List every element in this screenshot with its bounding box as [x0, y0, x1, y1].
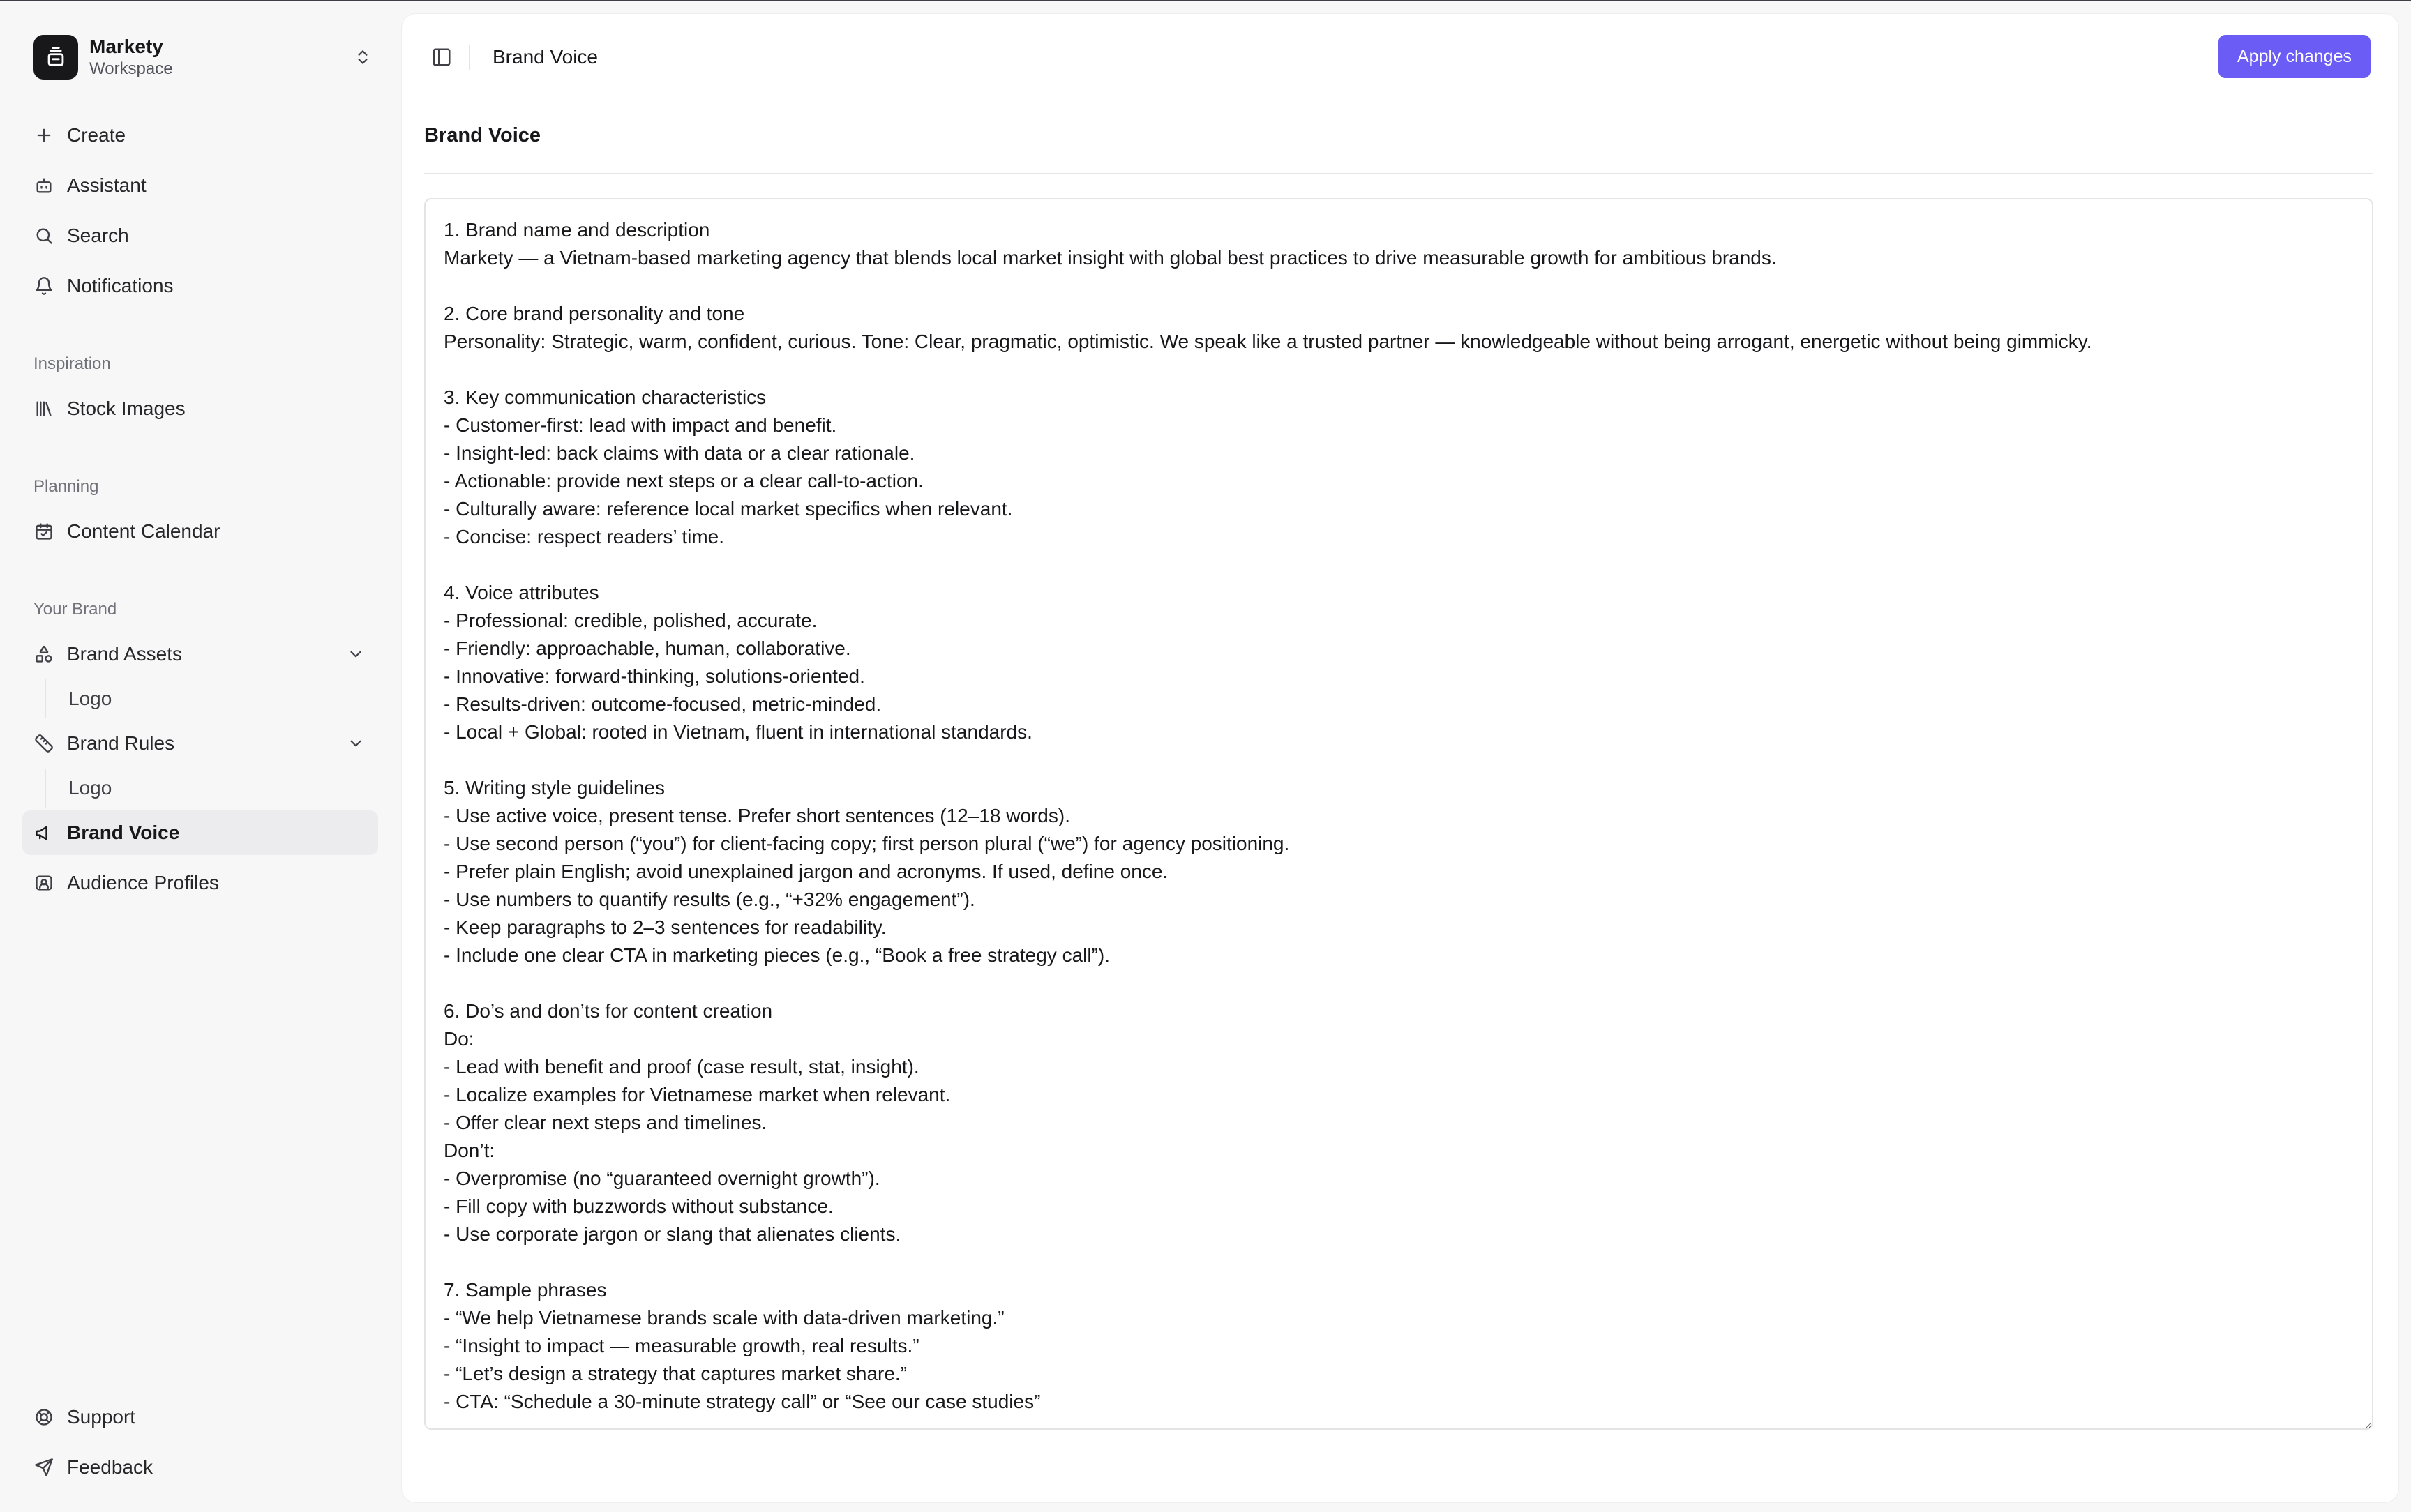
audience-icon: [33, 872, 54, 893]
plus-icon: [33, 125, 54, 146]
ruler-icon: [33, 733, 54, 754]
nav-item-assistant[interactable]: [22, 163, 378, 208]
workspace-subtitle: Workspace: [89, 59, 173, 78]
section-label-your-brand: Your Brand: [33, 600, 117, 619]
top-bar: [402, 14, 2398, 100]
nav-item-notifications[interactable]: [22, 264, 378, 308]
panel-left-icon: [431, 47, 452, 70]
megaphone-icon: [33, 822, 54, 843]
apply-changes-button[interactable]: Apply changes: [2218, 35, 2371, 78]
search-icon: [33, 225, 54, 246]
nav-item-create[interactable]: [22, 113, 378, 158]
nav-item-label: Notifications: [67, 275, 174, 296]
shapes-icon: [33, 644, 54, 665]
nav-item-audience-profiles[interactable]: [22, 861, 378, 905]
nav-item-feedback[interactable]: [22, 1445, 378, 1490]
nav-item-label: Brand Voice: [67, 822, 180, 843]
nav-item-label: Stock Images: [67, 398, 186, 419]
workspace-logo-icon: [33, 35, 78, 80]
nav-item-label: Feedback: [67, 1456, 153, 1478]
workspace-name: Markety: [89, 36, 163, 57]
chevron-down-icon[interactable]: [345, 643, 367, 665]
tree-line: [45, 679, 46, 718]
brand-voice-textarea[interactable]: [424, 198, 2373, 1430]
tree-line: [45, 769, 46, 808]
section-divider: [424, 173, 2373, 174]
nav-item-brand-voice[interactable]: [22, 810, 378, 855]
nav-item-label: Brand Rules: [67, 732, 175, 754]
nav-item-brand-assets[interactable]: [22, 632, 378, 676]
nav-item-label: Assistant: [67, 174, 147, 196]
section-title: Brand Voice: [424, 124, 541, 146]
nav-subitem-assets-logo[interactable]: Logo: [68, 688, 112, 709]
bot-icon: [33, 175, 54, 196]
nav-item-label: Search: [67, 225, 129, 246]
calendar-icon: [33, 521, 54, 542]
nav-item-label: Audience Profiles: [67, 872, 219, 893]
nav-item-brand-rules[interactable]: [22, 721, 378, 766]
workspace-switcher[interactable]: [33, 32, 375, 82]
sidebar: [0, 1, 402, 1512]
nav-item-label: Brand Assets: [67, 643, 182, 665]
header-divider: [469, 45, 470, 70]
bell-icon: [33, 275, 54, 296]
nav-item-stock-images[interactable]: [22, 386, 378, 431]
sidebar-toggle-button[interactable]: [426, 42, 458, 74]
library-icon: [33, 398, 54, 419]
nav-item-content-calendar[interactable]: [22, 509, 378, 554]
send-icon: [33, 1457, 54, 1478]
nav-item-label: Create: [67, 124, 126, 146]
section-label-inspiration: Inspiration: [33, 354, 111, 373]
nav-subitem-rules-logo[interactable]: Logo: [68, 777, 112, 799]
nav-item-support[interactable]: [22, 1395, 378, 1439]
main-panel: [402, 14, 2398, 1502]
chevron-down-icon[interactable]: [345, 732, 367, 755]
nav-item-label: Support: [67, 1406, 136, 1428]
section-label-planning: Planning: [33, 477, 99, 496]
nav-item-search[interactable]: [22, 213, 378, 258]
page-title: Brand Voice: [493, 46, 598, 68]
lifebuoy-icon: [33, 1407, 54, 1428]
nav-item-label: Content Calendar: [67, 520, 220, 542]
chevrons-up-down-icon: [350, 45, 375, 70]
